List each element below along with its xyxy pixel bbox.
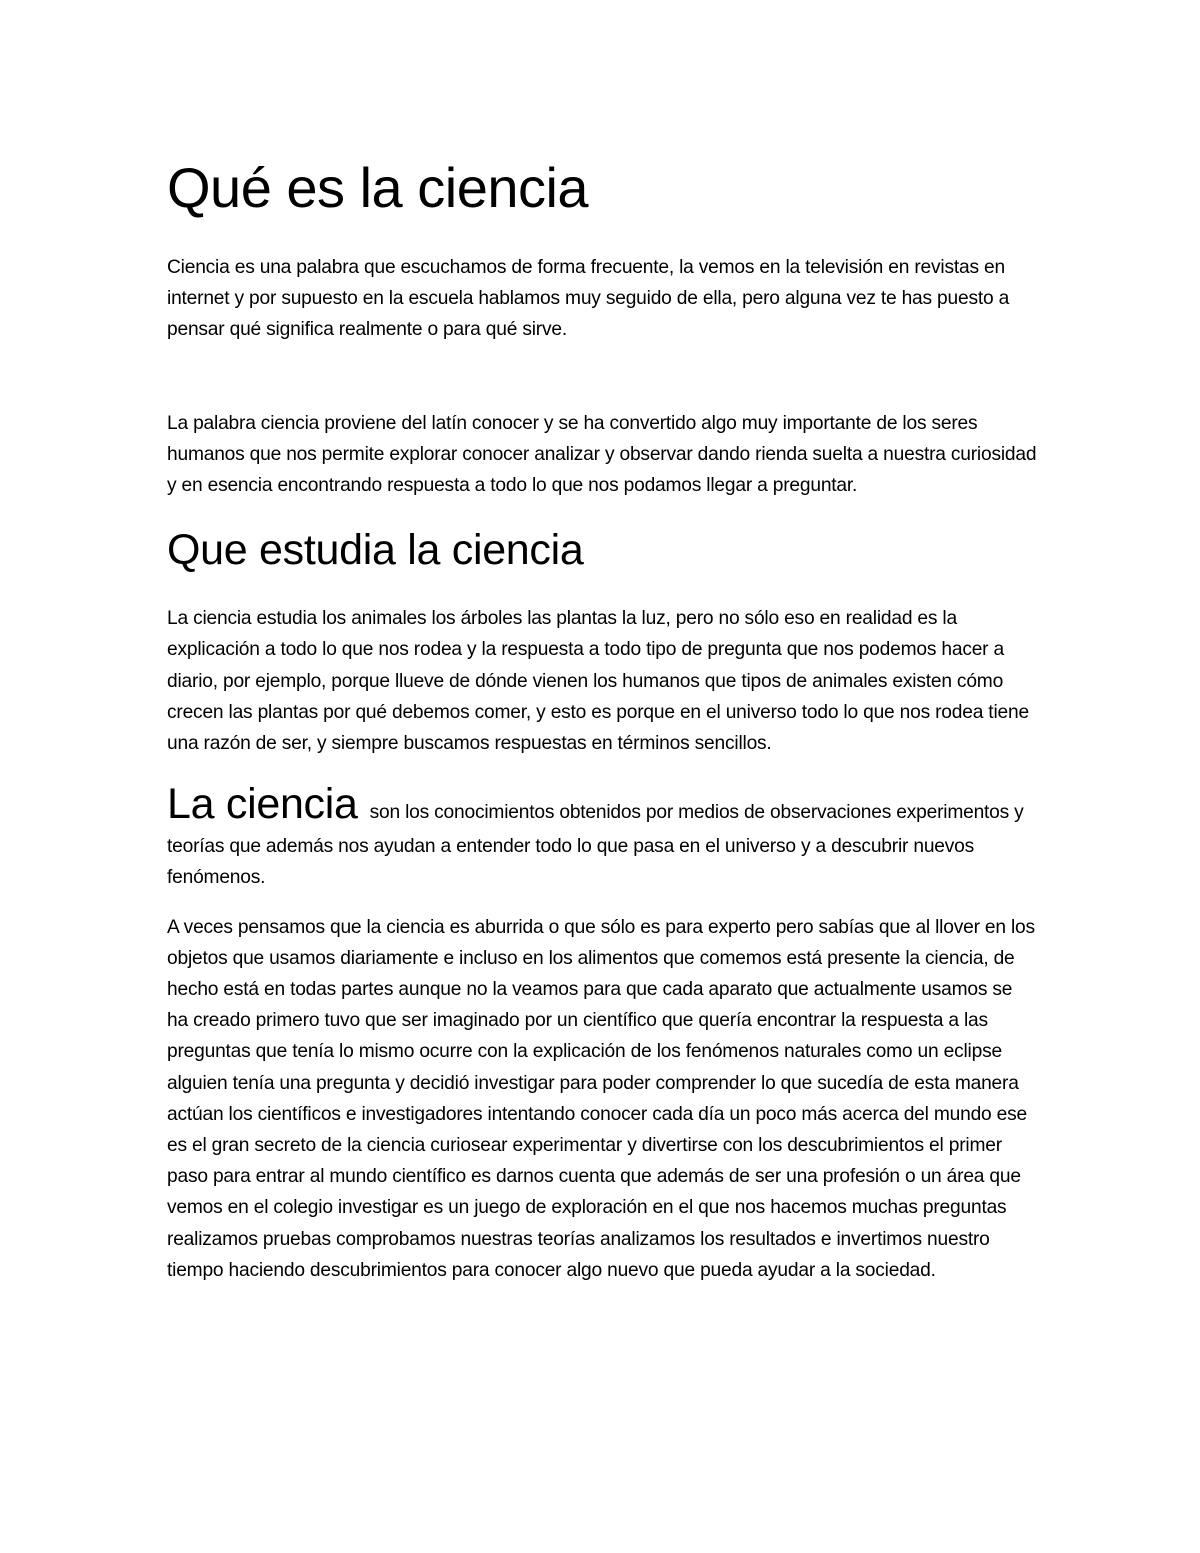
document-body	[167, 148, 1037, 1286]
intro-paragraph-2: La palabra ciencia proviene del latín conocer y se ha convertido algo muy importante de los seres humanos que nos permite explorar conocer analizar y observar dando rienda suelta a nuestra curiosidad y en esencia encontrando respuesta a todo lo que nos podamos llegar a preguntar.	[167, 412, 1037, 497]
definition-text: son los conocimientos obtenidos por medios de observaciones experimentos y teorías que además nos ayudan a entender todo lo que pasa en el universo y a descubrir nuevos fenómenos.	[167, 802, 1024, 889]
definition-paragraph	[167, 777, 1037, 893]
page-title: Qué es la ciencia	[167, 156, 589, 219]
closing-paragraph: A veces pensamos que la ciencia es aburrida o que sólo es para experto pero sabías que al llover en los objetos que usamos diariamente e incluso en los alimentos que comemos está presente la ciencia, de hecho está en todas partes aunque no la veamos para que cada aparato que actualmente usamos se ha creado primero tuvo que ser imaginado por un científico que quería encontrar la respuesta a las preguntas que tenía lo mismo ocurre con la explicación de los fenómenos naturales como un eclipse alguien tenía una pregunta y decidió investigar para poder comprender lo que sucedía de esta manera actúan los científicos e investigadores intentando conocer cada día un poco más acerca del mundo ese es el gran secreto de la ciencia curiosear experimentar y divertirse con los descubrimientos el primer paso para entrar al mundo científico es darnos cuenta que además de ser una profesión o un área que vemos en el colegio investigar es un juego de exploración en el que nos hacemos muchas preguntas realizamos pruebas comprobamos nuestras teorías analizamos los resultados e invertimos nuestro tiempo haciendo descubrimientos para conocer algo nuevo que pueda ayudar a la sociedad.	[167, 916, 1035, 1281]
section-heading: Que estudia la ciencia	[167, 526, 584, 575]
definition-heading: La ciencia	[167, 780, 358, 829]
section-paragraph: La ciencia estudia los animales los árboles las plantas la luz, pero no sólo eso en realidad es la explicación a todo lo que nos rodea y la respuesta a todo tipo de pregunta que nos podemos hacer a diario, por ejemplo, porque llueve de dónde vienen los humanos que tipos de animales existen cómo crecen las plantas por qué debemos comer, y esto es porque en el universo todo lo que nos rodea tiene una razón de ser, y siempre buscamos respuestas en términos sencillos.	[167, 608, 1029, 755]
intro-paragraph-1: Ciencia es una palabra que escuchamos de forma frecuente, la vemos en la televisión en revistas en internet y por supuesto en la escuela hablamos muy seguido de ella, pero alguna vez te has puesto a pensar qué significa realmente o para qué sirve.	[167, 257, 1010, 341]
